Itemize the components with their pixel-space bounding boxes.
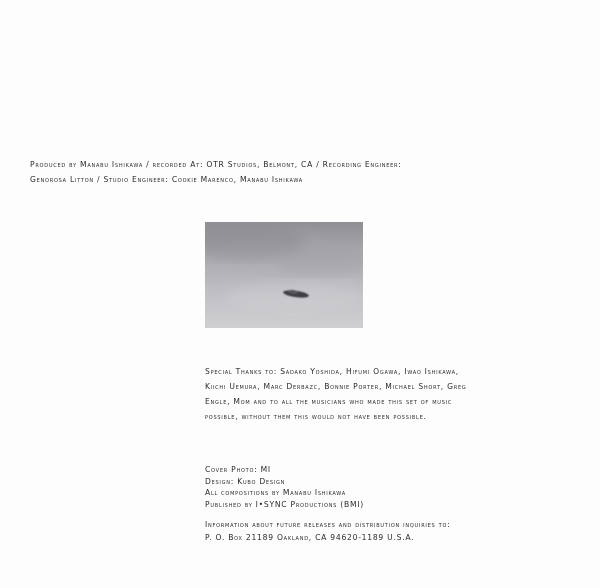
ufo-photo-art xyxy=(205,222,363,328)
thanks-line: Kiichi Uemura, Marc Derbazc, Bonnie Porter, Michael Short, Greg xyxy=(205,382,467,391)
cover-credits xyxy=(205,464,364,510)
thanks-line: Special Thanks to: Sadako Yoshida, Hifumi Ogawa, Iwao Ishikawa, xyxy=(205,367,459,376)
compositions-credit: All compositions by Manabu Ishikawa xyxy=(205,488,346,497)
ufo-photo xyxy=(205,222,363,328)
credits-line-2: Genorosa Litton / Studio Engineer: Cookie Marenco, Manabu Ishikawa xyxy=(30,175,303,184)
address-line: P. O. Box 21189 Oakland, CA 94620-1189 U.S.A. xyxy=(205,533,415,542)
contact-info xyxy=(205,518,450,544)
thanks-line: possible, without them this would not have been possible. xyxy=(205,412,427,421)
cover-photo-credit: Cover Photo: MI xyxy=(205,465,271,474)
credits-line-1: Produced by Manabu Ishikawa / recorded At: OTR Studios, Belmont, CA / Recording Engineer: xyxy=(30,160,402,169)
special-thanks xyxy=(205,364,466,424)
design-credit: Design: Kubo Design xyxy=(205,476,286,486)
info-line: Information about future releases and distribution inquiries to: xyxy=(205,520,451,529)
publisher-credit: Published by I•SYNC Productions (BMI) xyxy=(205,499,364,509)
production-credits xyxy=(30,157,402,187)
thanks-line: Engle, Mom and to all the musicians who made this set of music xyxy=(205,397,453,406)
